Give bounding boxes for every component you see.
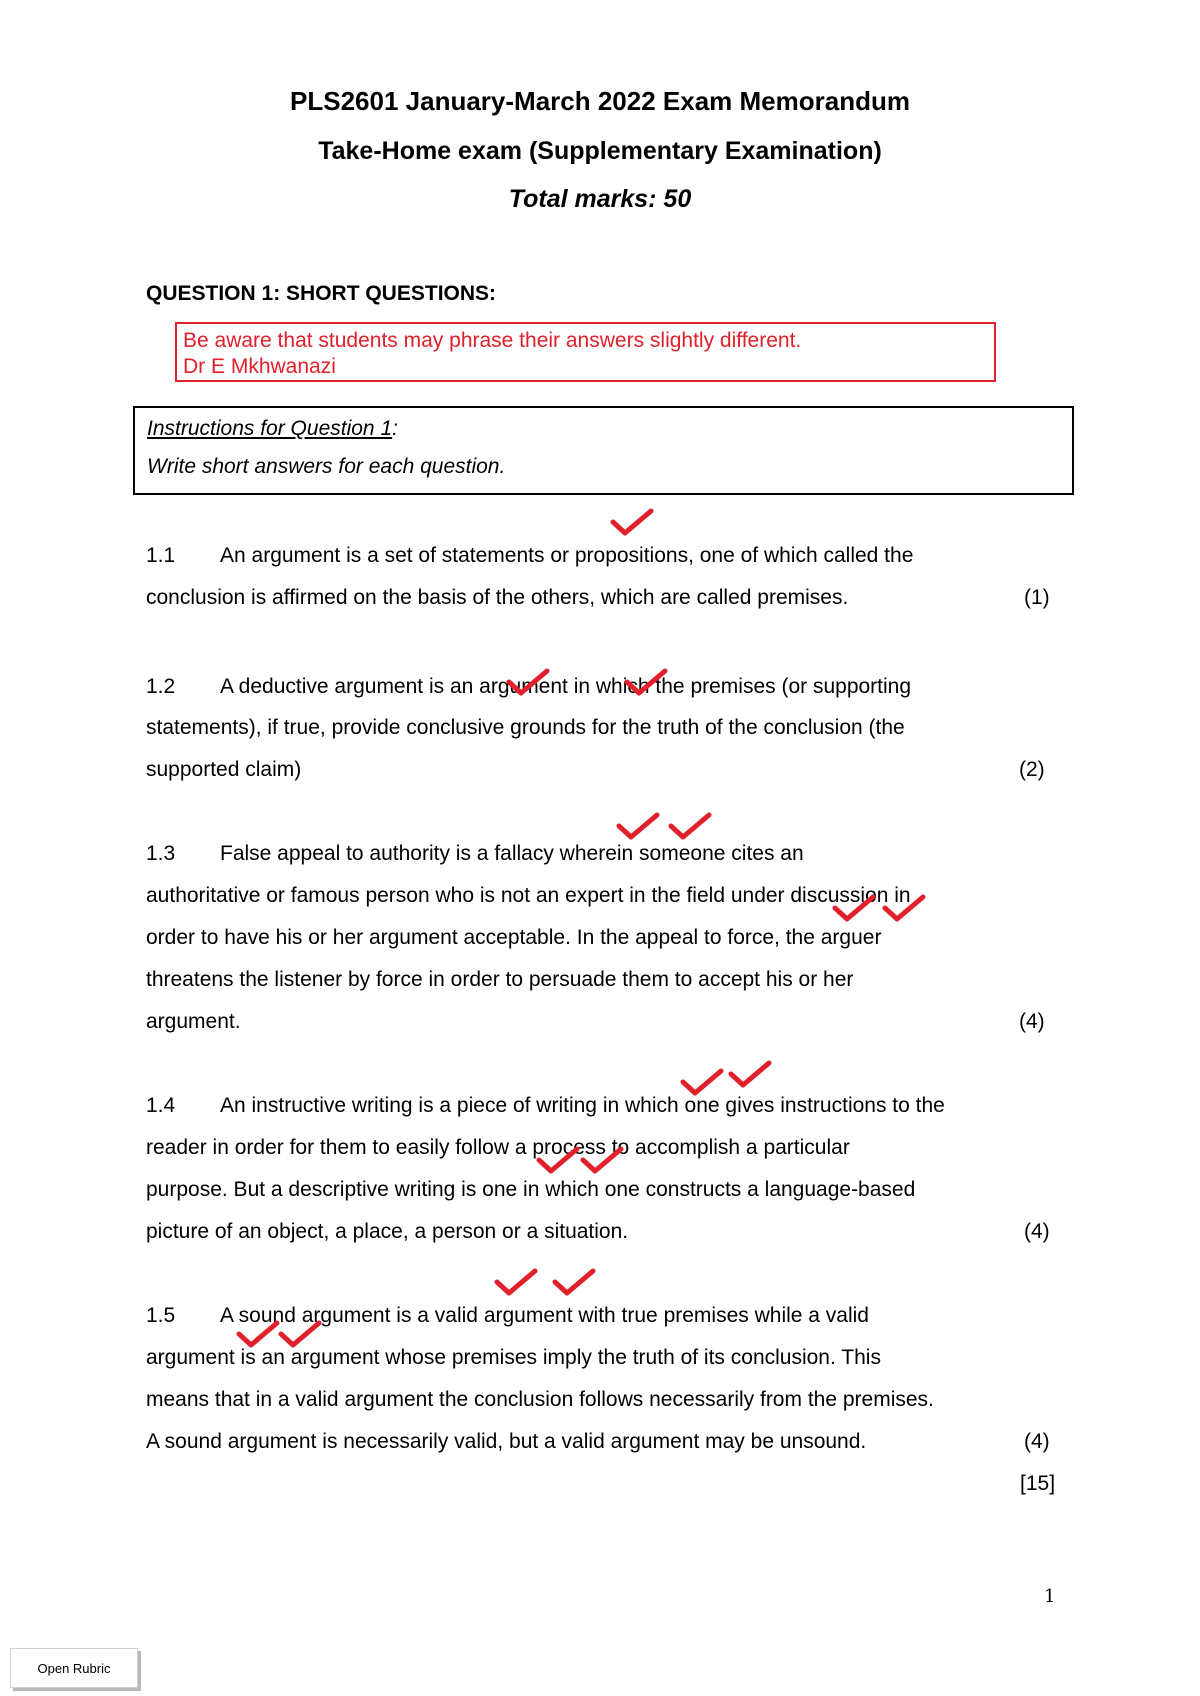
instructions-text: Write short answers for each question. xyxy=(147,455,506,478)
question-heading: QUESTION 1: SHORT QUESTIONS: xyxy=(146,282,497,305)
total-marks: Total marks: 50 xyxy=(508,185,692,213)
document-title: PLS2601 January-March 2022 Exam Memorandum xyxy=(290,86,910,116)
answer-1-4-line2: reader in order for them to easily follow a process to accomplish a particular xyxy=(146,1136,850,1159)
instructions-title-suffix: : xyxy=(392,417,398,440)
checkmark-icon xyxy=(278,1320,322,1348)
checkmark-icon xyxy=(728,1060,772,1088)
answer-number-1-5: 1.5 xyxy=(146,1304,176,1327)
answer-1-2-line3: supported claim) xyxy=(146,758,302,781)
document-subtitle: Take-Home exam (Supplementary Examination) xyxy=(318,137,882,165)
page-number: 1 xyxy=(1044,1586,1056,1607)
answer-1-5-line3: means that in a valid argument the conclusion follows necessarily from the premises. xyxy=(146,1388,934,1411)
answer-number-1-4: 1.4 xyxy=(146,1094,176,1117)
answer-1-1-mark: (1) xyxy=(1024,586,1050,609)
answer-1-3-line3: order to have his or her argument acceptable. In the appeal to force, the arguer xyxy=(146,926,882,949)
checkmark-icon xyxy=(616,812,660,840)
answer-number-1-2: 1.2 xyxy=(146,675,176,698)
answer-1-2-line2: statements), if true, provide conclusive grounds for the truth of the conclusion (the xyxy=(146,716,905,739)
answer-1-5-line2: argument is an argument whose premises imply the truth of its conclusion. This xyxy=(146,1346,881,1369)
answer-1-3-line4: threatens the listener by force in order to persuade them to accept his or her xyxy=(146,968,854,991)
checkmark-icon xyxy=(882,894,926,922)
checkmark-icon xyxy=(506,668,550,696)
answer-1-4-line1: An instructive writing is a piece of writing in which one gives instructions to the xyxy=(220,1094,945,1117)
marker-note-line1: Be aware that students may phrase their answers slightly different. xyxy=(183,329,802,352)
answer-1-1-line1: An argument is a set of statements or propositions, one of which called the xyxy=(220,544,914,567)
instructions-title: Instructions for Question 1 xyxy=(147,417,393,440)
marker-note-line2: Dr E Mkhwanazi xyxy=(183,355,336,378)
checkmark-icon xyxy=(580,1146,624,1174)
marker-note-box xyxy=(175,322,996,382)
answer-1-5-line1: A sound argument is a valid argument with true premises while a valid xyxy=(220,1304,869,1327)
answer-1-4-mark: (4) xyxy=(1024,1220,1050,1243)
instructions-heading xyxy=(147,414,1060,444)
answer-1-3-mark: (4) xyxy=(1019,1010,1045,1033)
answer-1-3-line5: argument. xyxy=(146,1010,241,1033)
answer-1-5-mark: (4) xyxy=(1024,1430,1050,1453)
answer-1-4-line4: picture of an object, a place, a person or a situation. xyxy=(146,1220,629,1243)
answer-number-1-1: 1.1 xyxy=(146,544,176,567)
checkmark-icon xyxy=(494,1268,538,1296)
checkmark-icon xyxy=(680,1068,724,1096)
answer-1-2-mark: (2) xyxy=(1019,758,1045,781)
checkmark-icon xyxy=(552,1268,596,1296)
checkmark-icon xyxy=(610,508,654,536)
answer-1-4-line3: purpose. But a descriptive writing is one in which one constructs a language-based xyxy=(146,1178,916,1201)
section-total: [15] xyxy=(1020,1472,1056,1495)
checkmark-icon xyxy=(832,894,876,922)
answer-1-3-line2: authoritative or famous person who is not an expert in the field under discussion in xyxy=(146,884,911,907)
checkmark-icon xyxy=(536,1146,580,1174)
answer-number-1-3: 1.3 xyxy=(146,842,176,865)
instructions-box xyxy=(133,406,1074,495)
checkmark-icon xyxy=(668,812,712,840)
answer-1-1-line2: conclusion is affirmed on the basis of the others, which are called premises. xyxy=(146,586,849,609)
open-rubric-button[interactable]: Open Rubric xyxy=(10,1648,138,1688)
answer-1-5-line4: A sound argument is necessarily valid, but a valid argument may be unsound. xyxy=(146,1430,867,1453)
checkmark-icon xyxy=(624,668,668,696)
answer-1-2-line1: A deductive argument is an argument in which the premises (or supporting xyxy=(220,675,912,698)
checkmark-icon xyxy=(236,1320,280,1348)
answer-1-3-line1: False appeal to authority is a fallacy wherein someone cites an xyxy=(220,842,804,865)
